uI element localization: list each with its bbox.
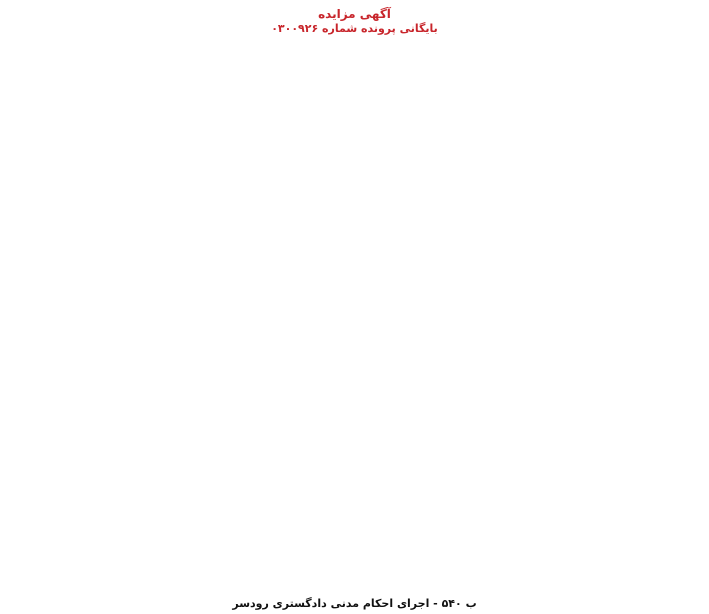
notice-header — [8, 6, 701, 37]
notice-body — [8, 40, 701, 595]
case-number-line: بایگانی پرونده شماره ۰۳۰۰۹۲۶ — [271, 22, 438, 36]
notice-footer: ب ۵۴۰ - اجرای احکام مدنی دادگستری رودسر — [232, 597, 477, 610]
notice-title: آگهی مزایده — [318, 7, 391, 21]
